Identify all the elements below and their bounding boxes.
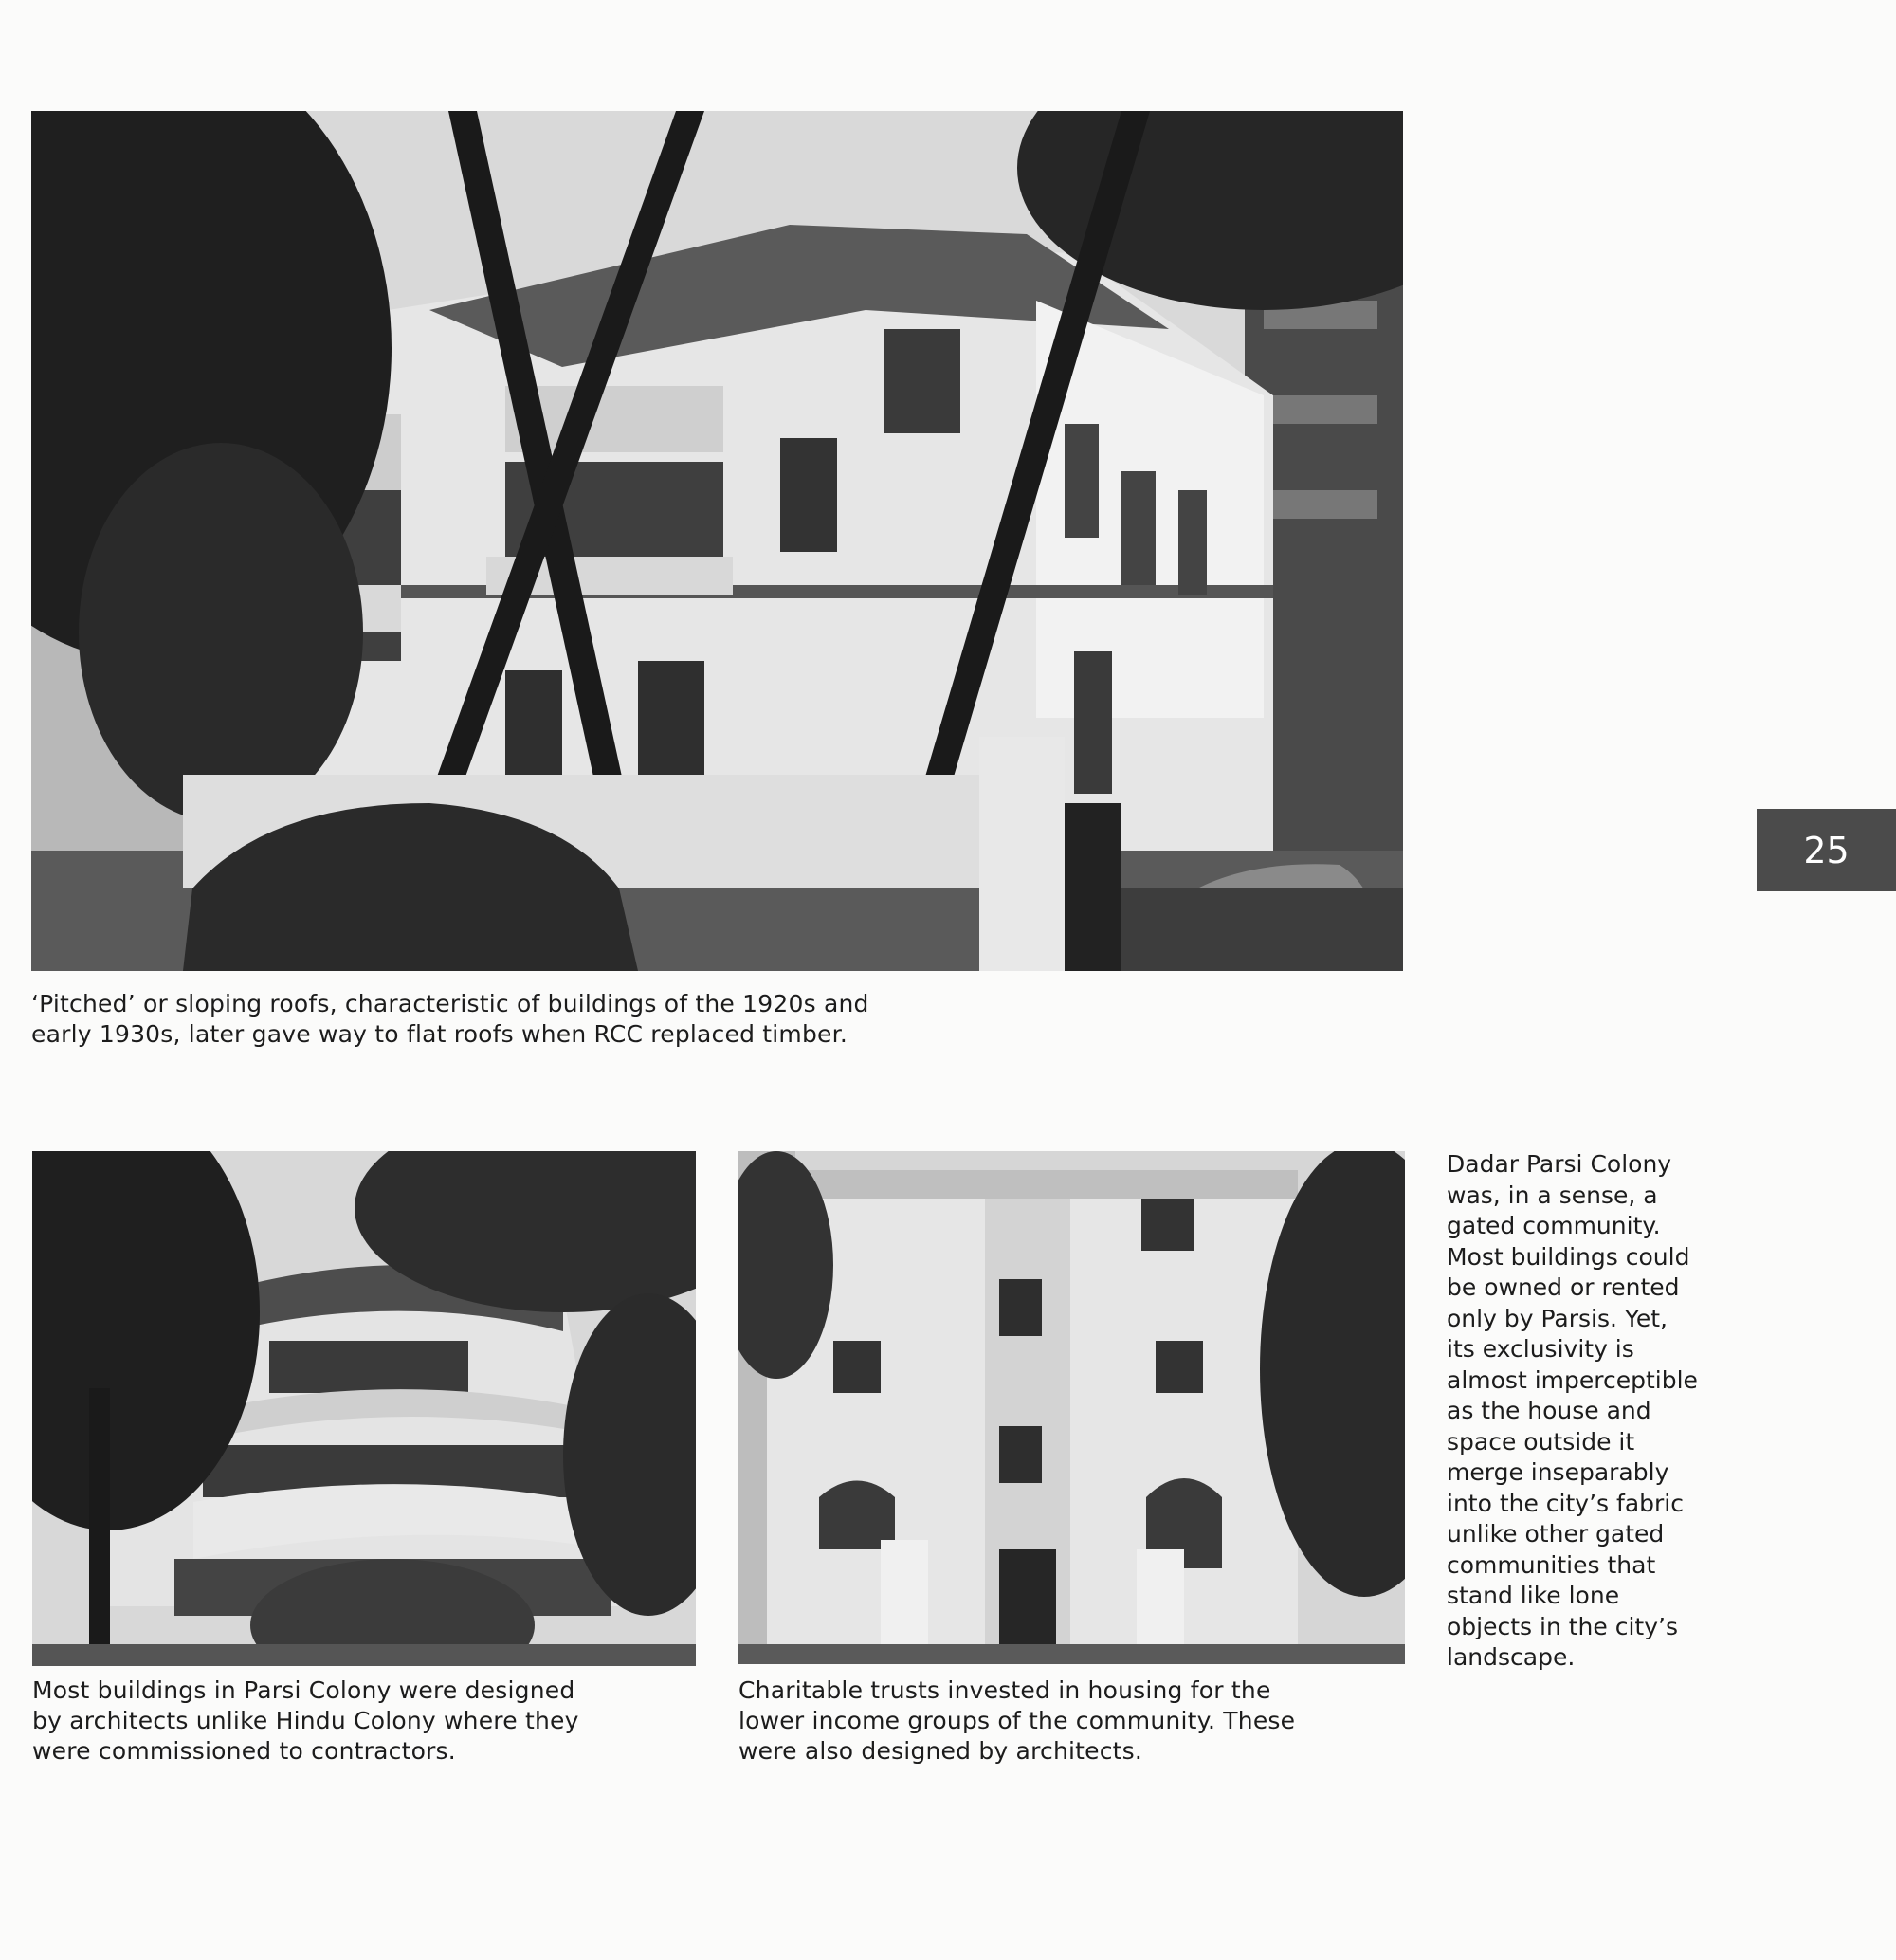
side-text-gated-community: Dadar Parsi Colony was, in a sense, a gated community. Most buildings could be owned or rented only by Parsis. Yet, its exclusivity is almost imperceptible as the house and space outside it merge inseparably into the city’s fabric unlike other gated communities that stand like lone objects in the city’s landscape. [1447, 1150, 1698, 1671]
caption-pitched-roofs: ‘Pitched’ or sloping roofs, characteristic of buildings of the 1920s and early 1930s, later gave way to flat roofs when RCC replaced timber. [31, 990, 869, 1048]
photo-pitched-roof-bungalow [31, 111, 1403, 971]
page-number: 25 [1803, 829, 1850, 871]
photo-charitable-trust-housing-image [738, 1151, 1405, 1664]
photo-curved-art-deco-building [32, 1151, 696, 1666]
caption-charitable-trusts: Charitable trusts invested in housing for the lower income groups of the community. These were also designed by architects. [738, 1676, 1296, 1765]
photo-charitable-trust-housing [738, 1151, 1405, 1664]
photo-pitched-roof-bungalow-image [31, 111, 1403, 971]
caption-parsi-colony-architects: Most buildings in Parsi Colony were designed by architects unlike Hindu Colony where they were commissioned to contractors. [32, 1676, 579, 1765]
page-number-tab [1757, 809, 1896, 891]
photo-curved-art-deco-building-image [32, 1151, 696, 1666]
